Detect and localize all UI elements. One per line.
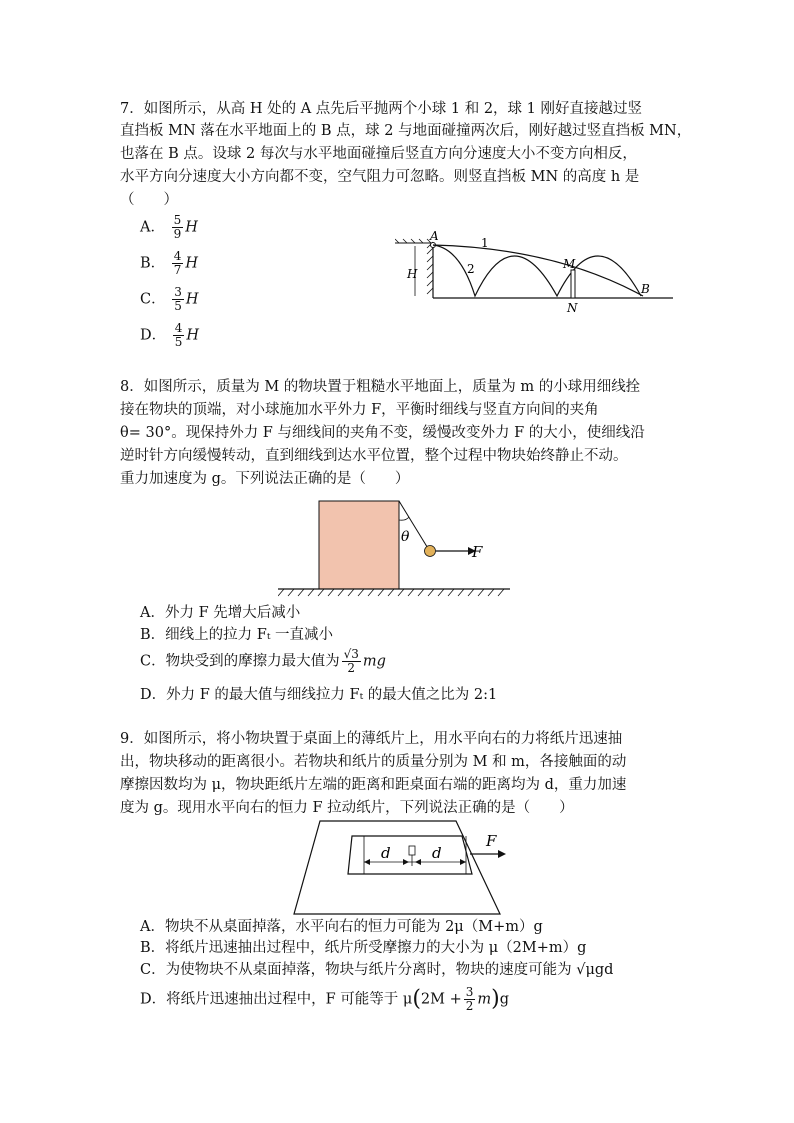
q9-option-c[interactable]: C．为使物块不从桌面掉落，物块与纸片分离时，物块的速度可能为 √μgd [140,962,614,978]
q8-block-figure [278,498,518,600]
q9-option-a[interactable]: A．物块不从桌面掉落，水平向右的恒力可能为 2μ（M+m）g [140,919,543,935]
q7-board-mn [571,270,575,298]
q9-option-d-text: D．将纸片迅速抽出过程中，F 可能等于 μ [140,991,413,1008]
q8-option-b[interactable]: B．细线上的拉力 Fₜ 一直减小 [140,627,334,643]
q7-line-2: 直挡板 MN 落在水平地面上的 B 点，球 2 与地面碰撞两次后，刚好越过竖直挡板 MN， [120,123,692,139]
q7-option-d-fraction: $\frac{4}{5}$ [174,321,183,349]
q8-label-f: F [472,543,483,561]
q9-table-figure [290,816,520,916]
q8-ground-hatch [278,589,504,596]
q9-small-block [409,846,415,855]
q8-line-1: 8．如图所示，质量为 M 的物块置于粗糙水平地面上，质量为 m 的小球用细线拴 [120,379,641,395]
q7-option-a-label: A． [140,219,165,236]
q9-line-4: 度为 g。现用水平向右的恒力 F 拉动纸片，下列说法正确的是（ ） [120,800,574,816]
q7-label-m: M [563,257,576,271]
q8-label-theta: θ [401,529,410,545]
q7-line-5: （ ） [120,192,178,208]
q9-label-d-left: d [381,844,391,862]
q7-label-h: H [407,267,418,281]
q7-option-a-fraction: $\frac{5}{9}$ [173,213,182,241]
q7-projectile-figure [395,228,680,318]
q8-option-d[interactable]: D．外力 F 的最大值与细线拉力 Fₜ 的最大值之比为 2:1 [140,687,498,703]
q7-trajectory-2 [433,245,641,296]
q9-label-f: F [486,832,497,850]
q7-wall-hatch [427,242,433,294]
q9-line-3: 摩擦因数均为 μ，物块距纸片左端的距离和距桌面右端的距离均为 d，重力加速 [120,777,627,793]
q7-line-1: 7．如图所示，从高 H 处的 A 点先后平抛两个小球 1 和 2，球 1 刚好直接越过竖 [120,101,642,117]
q8-line-3: θ= 30°。现保持外力 F 与细线间的夹角不变，缓慢改变外力 F 的大小，使细线沿 [120,425,645,441]
q7-option-c[interactable]: C． $\frac{3}{5}$ H [140,285,199,313]
q8-option-c[interactable]: C．物块受到的摩擦力最大值为 $\frac{√3}{2}$ mg [140,647,386,675]
q7-label-n: N [567,301,578,315]
q7-option-b[interactable]: B． $\frac{4}{7}$ H [140,249,199,277]
q8-block [319,501,399,589]
q7-label-b: B [641,282,650,296]
q9-option-d[interactable]: D．将纸片迅速抽出过程中，F 可能等于 μ(2M + $\frac{3}{2}$ m)g [140,985,510,1013]
q7-label-2: 2 [467,262,475,276]
q7-option-d[interactable]: D． $\frac{4}{5}$ H [140,321,200,349]
q7-option-c-label: C． [140,291,166,308]
q7-option-a[interactable]: A． $\frac{5}{9}$ H [140,213,198,241]
q8-line-5: 重力加速度为 g。下列说法正确的是（ ） [120,471,410,487]
q8-line-2: 接在物块的顶端，对小球施加水平外力 F，平衡时细线与竖直方向间的夹角 [120,402,599,418]
q7-label-1: 1 [481,236,489,250]
q9-option-b[interactable]: B．将纸片迅速抽出过程中，纸片所受摩擦力的大小为 μ（2M+m）g [140,940,587,956]
q8-option-c-fraction: $\frac{√3}{2}$ [343,647,359,675]
q7-option-c-fraction: $\frac{3}{5}$ [174,285,182,313]
q7-line-4: 水平方向分速度大小方向都不变，空气阻力可忽略。则竖直挡板 MN 的高度 h 是 [120,169,640,185]
q9-label-d-right: d [432,844,442,862]
q7-option-d-label: D． [140,327,167,344]
q9-option-d-fraction: $\frac{3}{2}$ [465,985,474,1013]
q8-angle-arc [399,517,409,520]
q7-option-b-fraction: $\frac{4}{7}$ [173,249,182,277]
q9-line-1: 9．如图所示，将小物块置于桌面上的薄纸片上，用水平向右的力将纸片迅速抽 [120,731,623,747]
q9-line-2: 出，物块移动的距离很小。若物块和纸片的质量分别为 M 和 m，各接触面的动 [120,754,627,770]
q8-option-c-text: C．物块受到的摩擦力最大值为 [140,653,340,670]
q7-label-a: A [430,229,439,243]
q8-line-4: 逆时针方向缓慢转动，直到细线到达水平位置，整个过程中物块始终静止不动。 [120,448,628,464]
q7-line-3: 也落在 B 点。设球 2 每次与水平地面碰撞后竖直方向分速度大小不变方向相反， [120,146,637,162]
q7-option-b-label: B． [140,255,166,272]
q8-option-a[interactable]: A．外力 F 先增大后减小 [140,605,301,621]
q9-arrowhead [498,850,506,858]
q8-ball [425,546,436,557]
